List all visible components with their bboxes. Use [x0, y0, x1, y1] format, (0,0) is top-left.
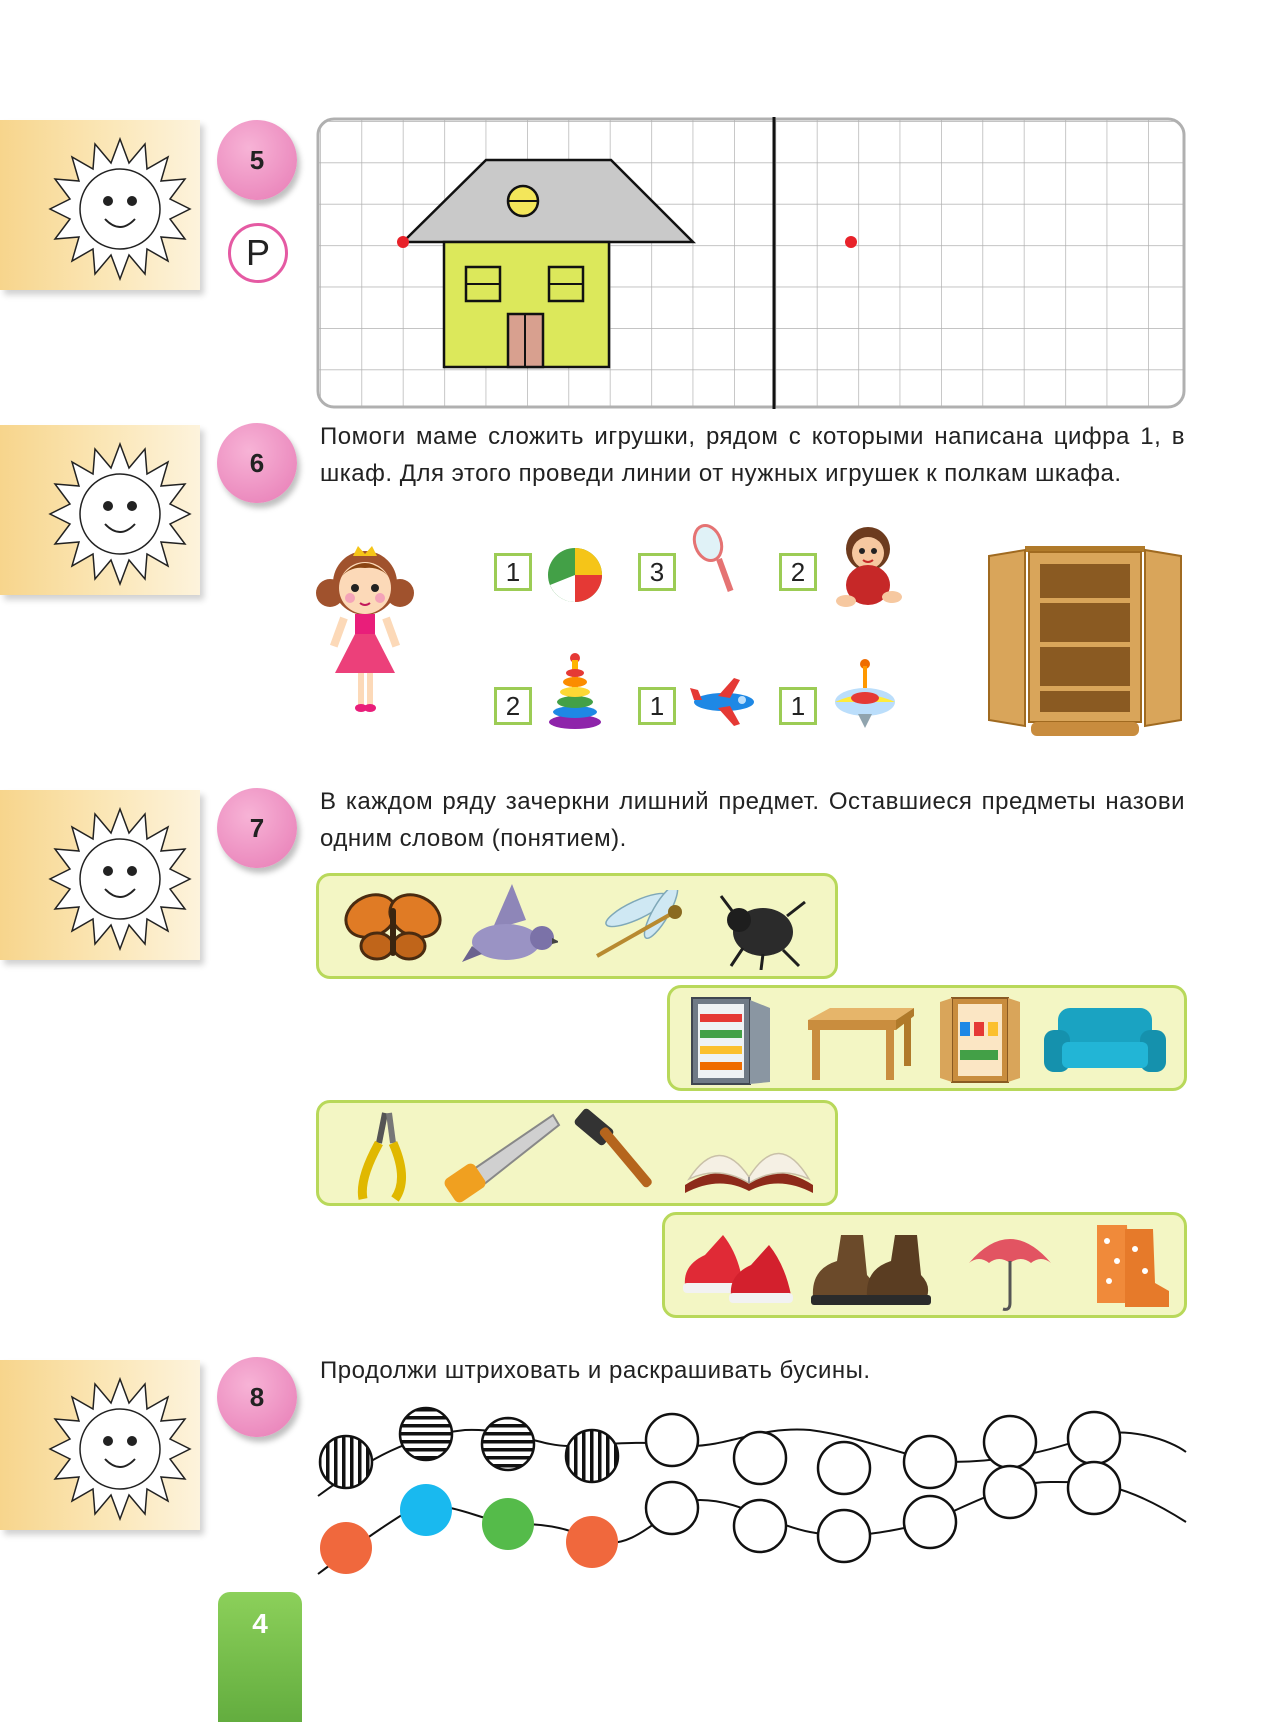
items-row-2 — [667, 985, 1187, 1091]
bead-empty[interactable] — [646, 1482, 698, 1534]
grid-drawing — [316, 117, 1186, 409]
bead-empty[interactable] — [646, 1414, 698, 1466]
items-row-4 — [662, 1212, 1187, 1318]
wardrobe-icon — [985, 538, 1185, 743]
bead-empty[interactable] — [734, 1432, 786, 1484]
mirror-icon — [690, 523, 735, 598]
hiking-boots-icon[interactable] — [807, 1225, 935, 1311]
spinning-top-icon — [830, 658, 900, 733]
fridge-icon[interactable] — [688, 994, 772, 1088]
pyramid-icon — [545, 652, 605, 732]
toy-number-box: 2 — [779, 553, 817, 591]
ball-icon — [545, 545, 605, 605]
bead-striped — [482, 1418, 534, 1470]
bead-empty[interactable] — [1068, 1412, 1120, 1464]
doll-sitting-icon — [830, 525, 905, 610]
sofa-icon[interactable] — [1040, 1004, 1170, 1078]
airplane-icon — [690, 678, 758, 728]
badge-r-label: Р — [245, 232, 270, 273]
task-number-5: 5 — [217, 120, 297, 200]
bead-empty[interactable] — [818, 1442, 870, 1494]
task-number-6: 6 — [217, 423, 297, 503]
sticky-note — [0, 425, 200, 595]
bead-empty[interactable] — [984, 1416, 1036, 1468]
task-number-8: 8 — [217, 1357, 297, 1437]
page-number: 4 — [252, 1608, 268, 1639]
start-dot-right[interactable] — [845, 236, 857, 248]
beads-exercise — [310, 1400, 1190, 1580]
saw-icon[interactable] — [441, 1111, 561, 1205]
bead-empty[interactable] — [984, 1466, 1036, 1518]
start-dot — [397, 236, 409, 248]
sticky-note — [0, 120, 200, 290]
sticky-note — [0, 1360, 200, 1530]
sun-icon — [45, 134, 195, 284]
butterfly-icon[interactable] — [343, 886, 443, 970]
sticky-note — [0, 790, 200, 960]
dragonfly-icon[interactable] — [591, 890, 697, 962]
bead-orange — [320, 1522, 372, 1574]
bead-empty[interactable] — [904, 1436, 956, 1488]
toy-number-box: 2 — [494, 687, 532, 725]
wardrobe-open-icon[interactable] — [938, 992, 1022, 1088]
bead-striped — [320, 1436, 372, 1488]
rubber-boots-icon[interactable] — [1087, 1221, 1177, 1315]
table-icon[interactable] — [800, 1006, 916, 1082]
task-8-text: Продолжи штриховать и раскрашивать бусины. — [320, 1357, 871, 1384]
doll-standing-icon — [310, 538, 420, 718]
book-icon[interactable] — [679, 1127, 819, 1199]
pigeon-icon[interactable] — [462, 880, 558, 972]
beetle-icon[interactable] — [713, 886, 813, 970]
sneakers-icon[interactable] — [679, 1225, 797, 1311]
sun-icon — [45, 1374, 195, 1524]
page-number-tab — [218, 1592, 302, 1722]
bead-green — [482, 1498, 534, 1550]
bead-orange — [566, 1516, 618, 1568]
badge-r — [228, 223, 288, 283]
toy-number-box: 1 — [638, 687, 676, 725]
task-7-text: В каждом ряду зачеркни лишний предмет. Оставшиеся предметы назови одним словом (понятием). — [320, 788, 1185, 852]
items-row-3 — [316, 1100, 838, 1206]
toy-number-box: 1 — [779, 687, 817, 725]
bead-striped — [400, 1408, 452, 1460]
bead-striped — [566, 1430, 618, 1482]
bead-empty[interactable] — [818, 1510, 870, 1562]
pliers-icon[interactable] — [349, 1109, 419, 1203]
umbrella-icon[interactable] — [965, 1223, 1055, 1313]
task-6-text: Помоги маме сложить игрушки, рядом с которыми написана цифра 1, в шкаф. Для этого проведи линии от нужных игрушек к полкам шкафа. — [320, 423, 1185, 487]
task-number-7: 7 — [217, 788, 297, 868]
toy-number-box: 3 — [638, 553, 676, 591]
bead-blue — [400, 1484, 452, 1536]
toy-number-box: 1 — [494, 553, 532, 591]
sun-icon — [45, 804, 195, 954]
sun-icon — [45, 439, 195, 589]
items-row-1 — [316, 873, 838, 979]
bead-empty[interactable] — [734, 1500, 786, 1552]
bead-empty[interactable] — [1068, 1462, 1120, 1514]
hammer-icon[interactable] — [571, 1107, 661, 1203]
bead-empty[interactable] — [904, 1496, 956, 1548]
